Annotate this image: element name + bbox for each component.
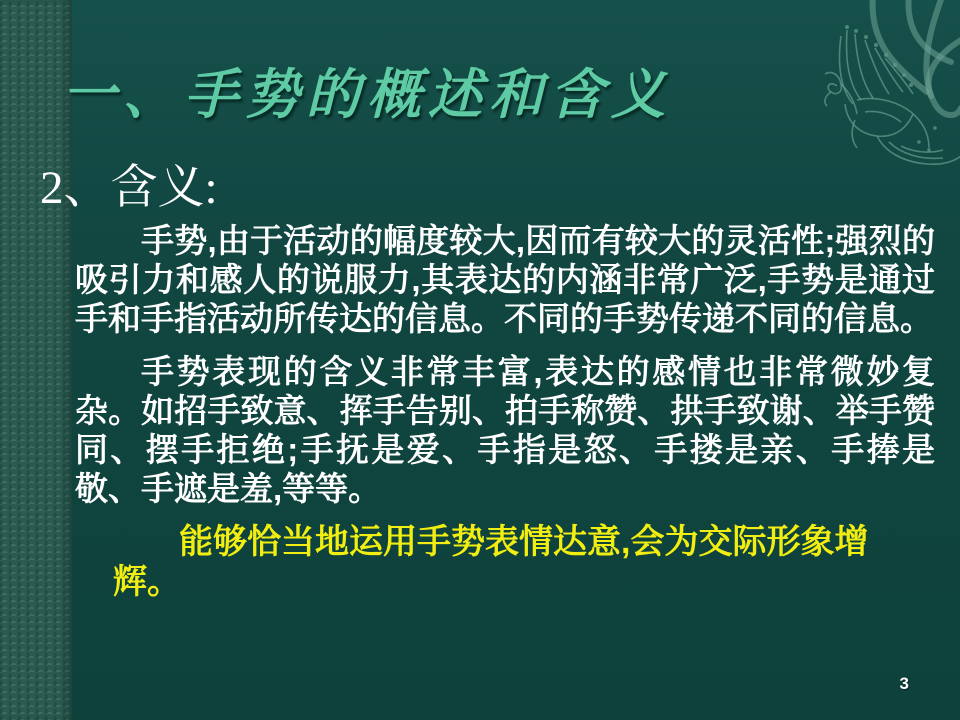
page-number: 3 [899, 674, 909, 693]
paragraph-examples: 手势表现的含义非常丰富,表达的感情也非常微妙复杂。如招手致意、挥手告别、拍手称赞、拱手致谢、举手赞同、摆手拒绝;手抚是爱、手指是怒、手搂是亲、手捧是敬、手遮是羞,等等。 [75, 353, 935, 507]
body-text-block [75, 221, 935, 602]
phoenix-ornament-icon [785, 0, 960, 180]
highlight-sentence: 能够恰当地运用手势表情达意,会为交际形象增辉。 [113, 523, 869, 601]
paragraph-definition: 手势,由于活动的幅度较大,因而有较大的灵活性;强烈的吸引力和感人的说服力,其表达的内涵非常广泛,手势是通过手和手指活动所传达的信息。不同的手势传递不同的信息。 [75, 222, 935, 337]
section-heading: 2、含义: [40, 162, 218, 214]
slide-title: 一、手势的概述和含义 [62, 62, 672, 126]
